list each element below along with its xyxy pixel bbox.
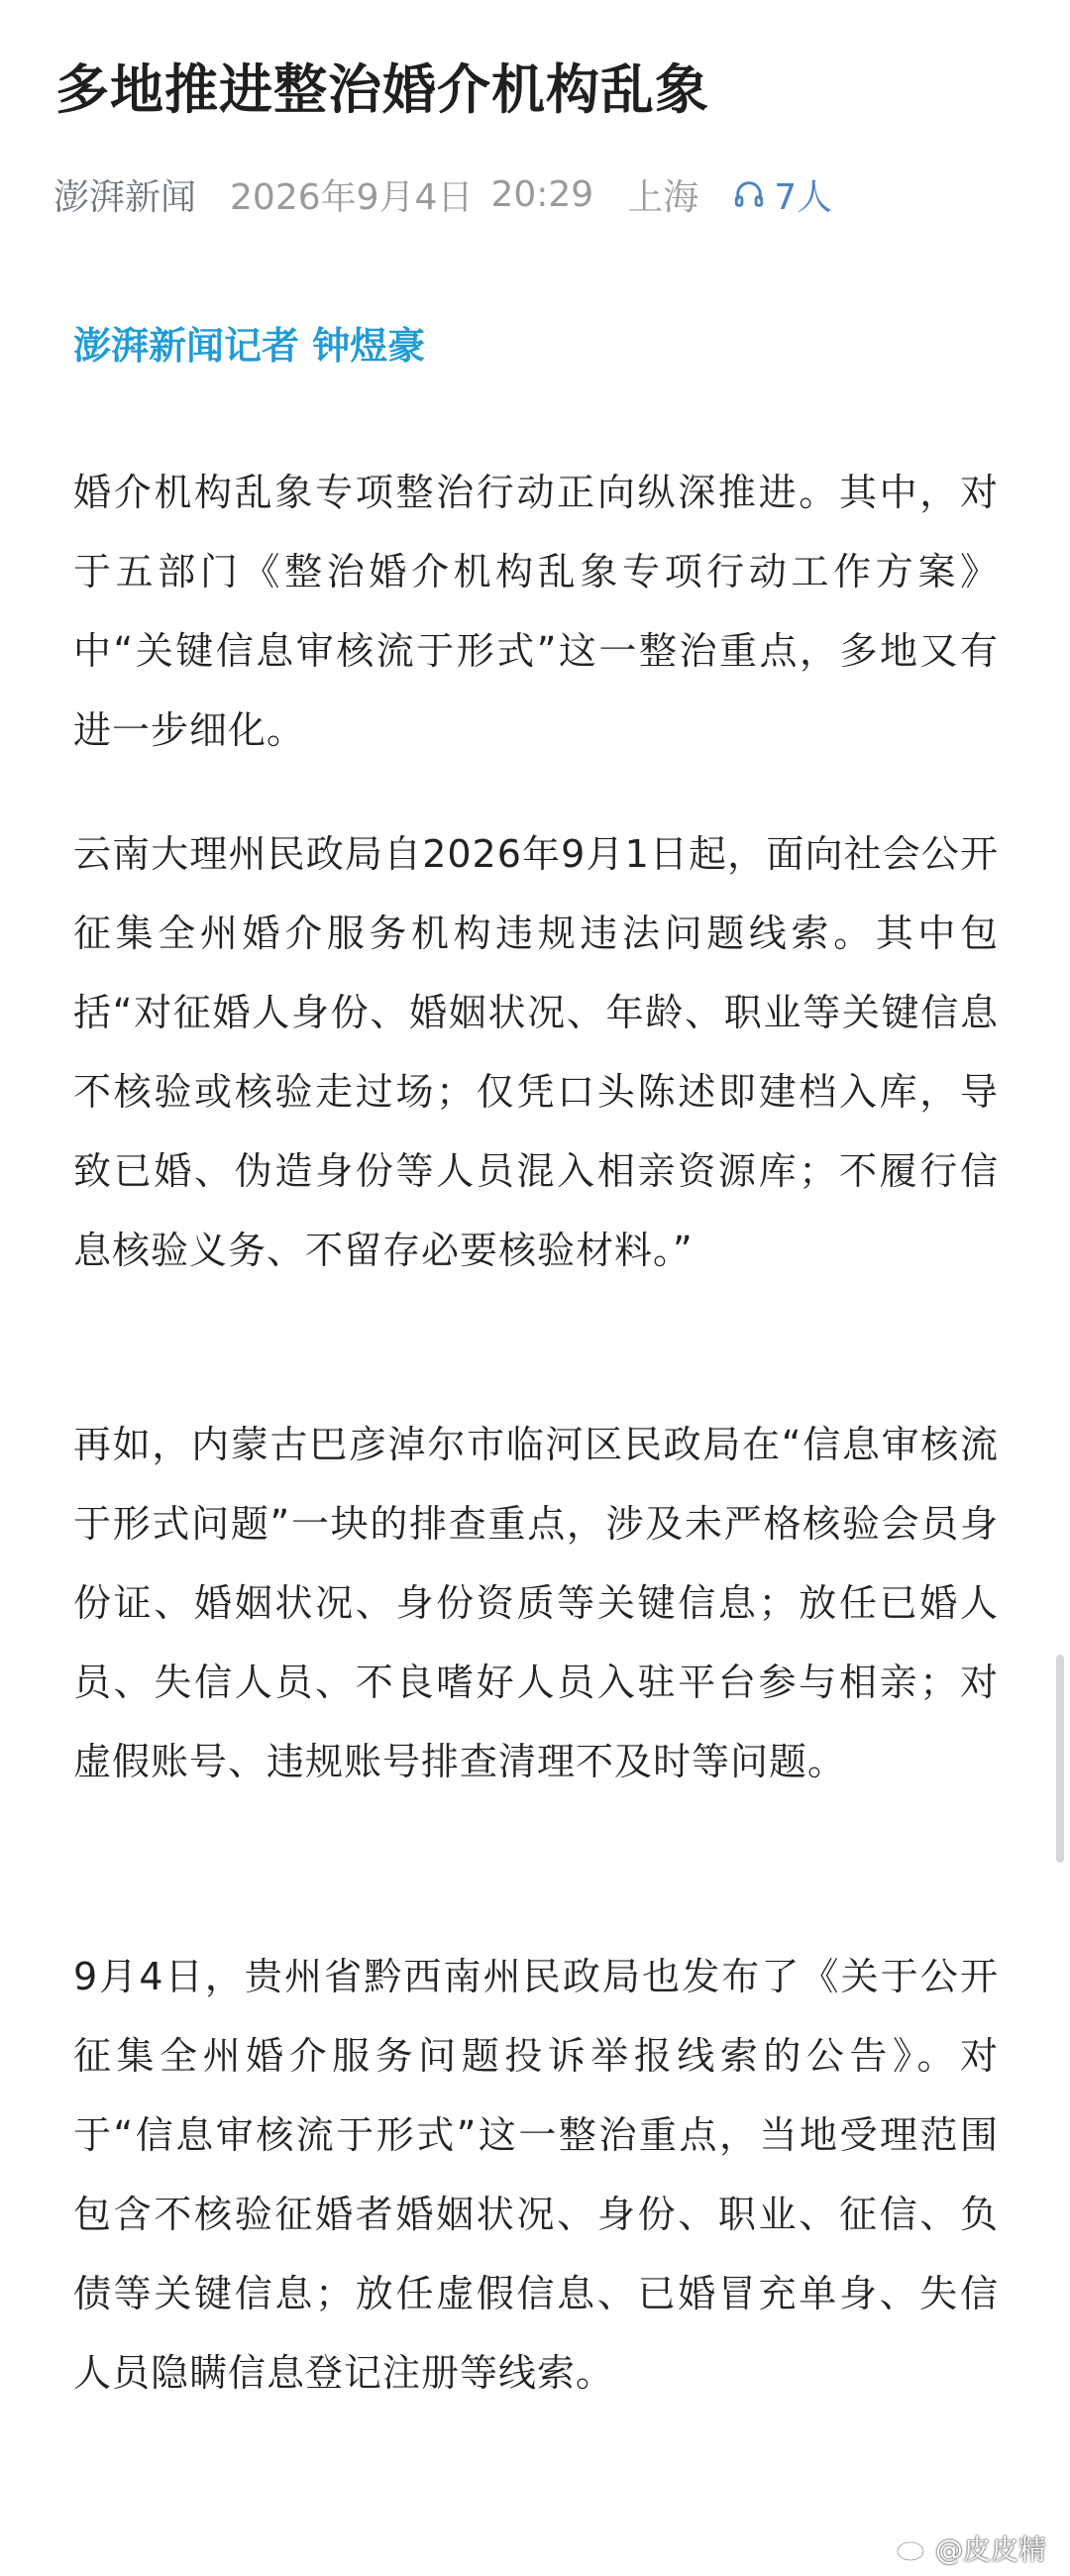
article-title: 多地推进整治婚介机构乱象 <box>55 58 709 121</box>
paragraph-3: 再如，内蒙古巴彦淖尔市临河区民政局在“信息审核流于形式问题”一块的排查重点，涉及未严格核验会员身份证、婚姻状况、身份资质等关键信息；放任已婚人员、失信人员、不良嗜好人员入驻平台参与相亲；对虚假账号、违规账号排查清理不及时等问题。 <box>73 1423 999 1783</box>
paragraph-4: 9月4日，贵州省黔西南州民政局也发布了《关于公开征集全州婚介服务问题投诉举报线索的公告》。对于“信息审核流于形式”这一整治重点，当地受理范围包含不核验征婚者婚姻状况、身份、职业、征信、负债等关键信息；放任虚假信息、已婚冒充单身、失信人员隐瞒信息登记注册等线索。 <box>73 1955 999 2395</box>
article-meta <box>54 166 832 222</box>
scrollbar[interactable] <box>1056 1655 1064 1863</box>
headphones-icon <box>732 177 766 211</box>
listener-count: 7人 <box>774 176 833 218</box>
weibo-icon <box>896 2534 929 2562</box>
watermark-text: @皮皮精 <box>934 2533 1046 2566</box>
paragraph-2: 云南大理州民政局自2026年9月1日起，面向社会公开征集全州婚介服务机构违规违法问题线索。其中包括“对征婚人身份、婚姻状况、年龄、职业等关键信息不核验或核验走过场；仅凭口头陈述即建档入库，导致已婚、伪造身份等人员混入相亲资源库；不履行信息核验义务、不留存必要核验材料。” <box>73 832 999 1272</box>
byline: 澎湃新闻记者 钟煜豪 <box>73 324 426 368</box>
publish-date: 2026年9月4日 <box>230 176 474 218</box>
source-name[interactable]: 澎湃新闻 <box>54 176 197 218</box>
listen-button[interactable] <box>732 169 832 220</box>
paragraph-1: 婚介机构乱象专项整治行动正向纵深推进。其中，对于五部门《整治婚介机构乱象专项行动工作方案》中“关键信息审核流于形式”这一整治重点，多地又有进一步细化。 <box>73 471 999 752</box>
publish-location: 上海 <box>627 176 699 218</box>
watermark <box>896 2528 1046 2568</box>
publish-time: 20:29 <box>490 173 594 215</box>
